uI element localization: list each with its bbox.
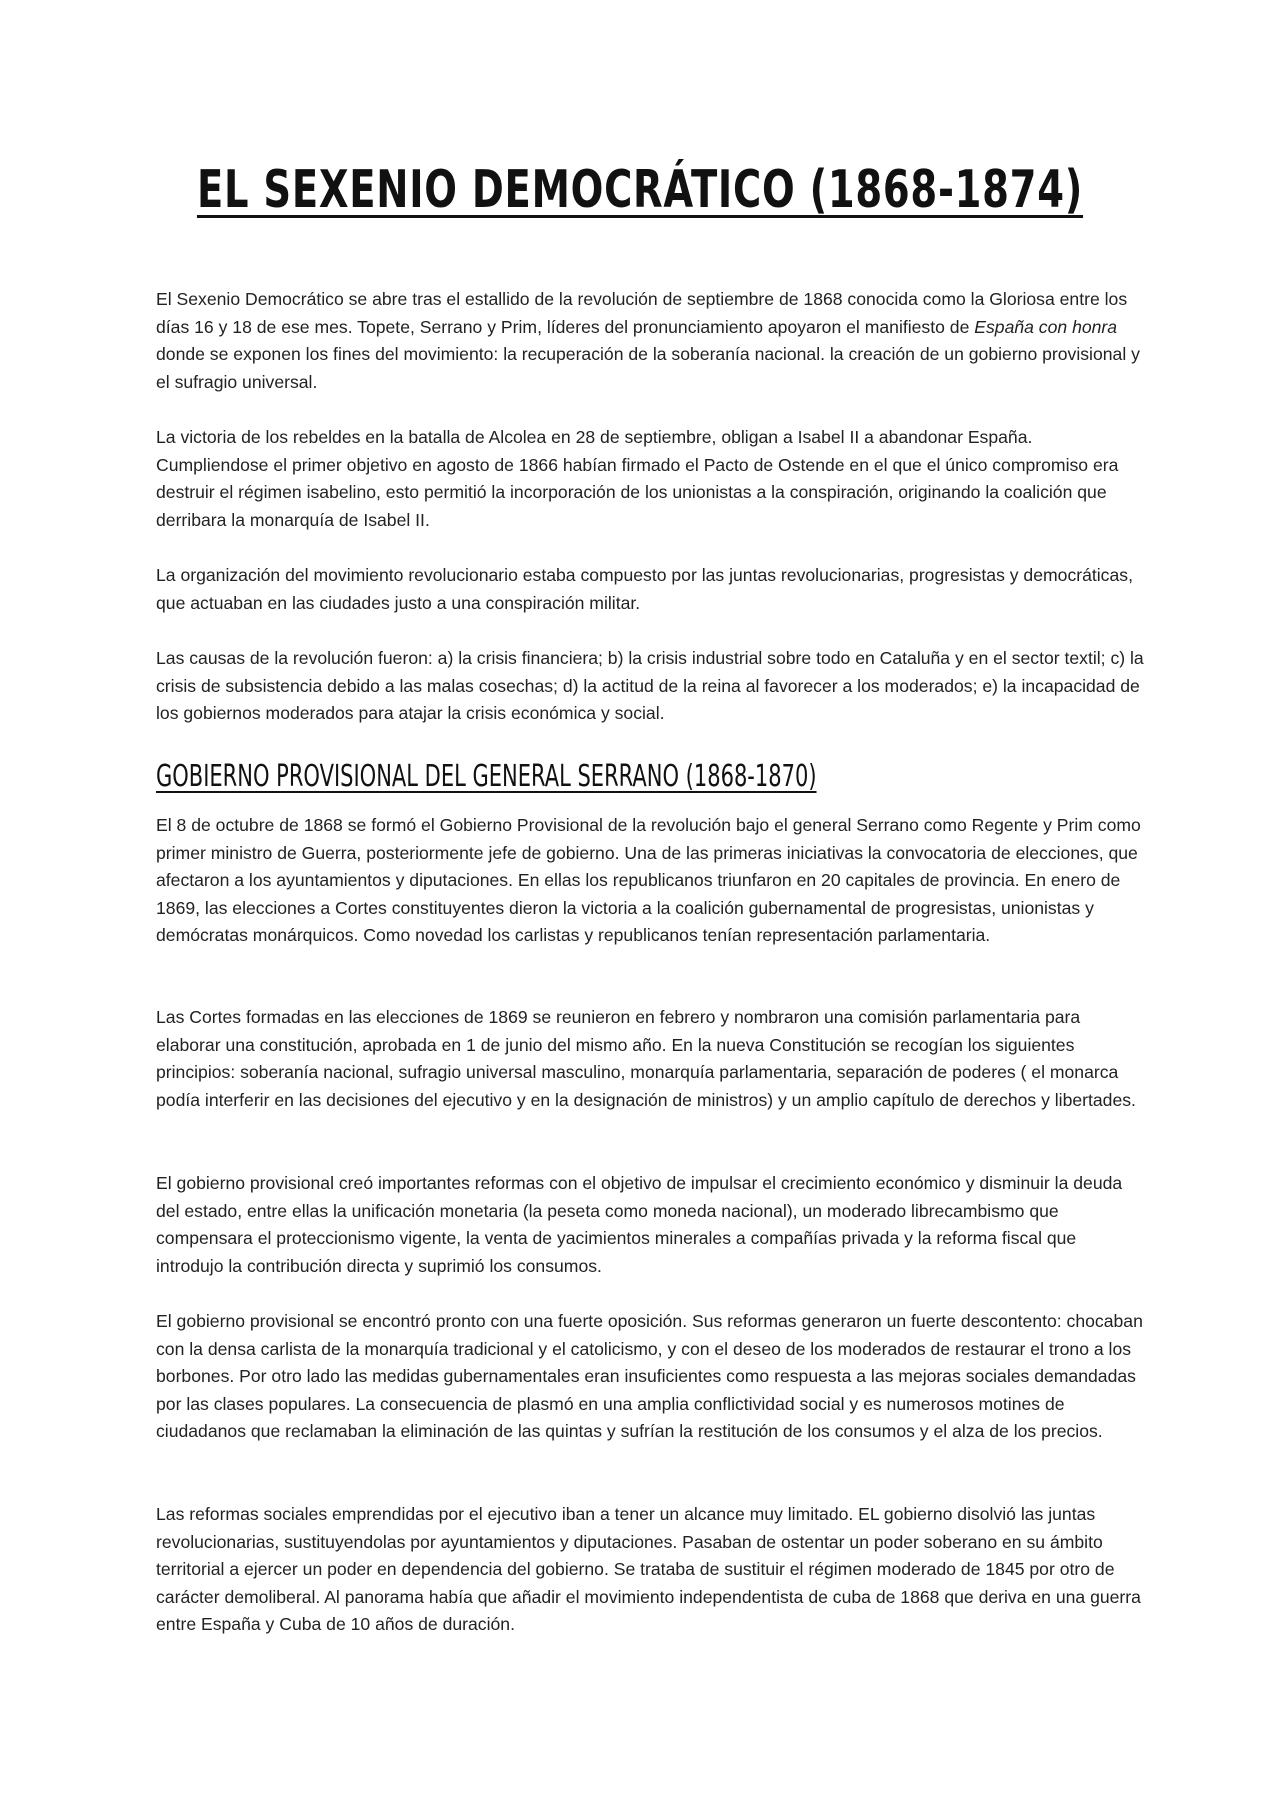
section-paragraph-3: El gobierno provisional creó importantes reformas con el objetivo de impulsar el crecimiento económico y disminuir la deuda del estado, entre ellas la unificación monetaria (la peseta como moneda nacional), un moderado librecambismo que compensara el proteccionismo vigente, la venta de yacimientos minerales a compañías privada y la reforma fiscal que introdujo la contribución directa y suprimió los consumos. (156, 1173, 1123, 1276)
section-paragraph-1: El 8 de octubre de 1868 se formó el Gobierno Provisional de la revolución bajo el general Serrano como Regente y Prim como primer ministro de Guerra, posteriormente jefe de gobierno. Una de las primeras iniciativas la convocatoria de elecciones, que afectaron a los ayuntamientos y diputaciones. En ellas los republicanos triunfaron en 20 capitales de provincia. En enero de 1869, las elecciones a Cortes constituyentes dieron la victoria a la coalición gubernamental de progresistas, unionistas y demócratas monárquicos. Como novedad los carlistas y republicanos tenían representación parlamentaria. (156, 815, 1141, 945)
intro-paragraph-1-italic: España con honra (974, 316, 1118, 337)
section-paragraph-5: Las reformas sociales emprendidas por el ejecutivo iban a tener un alcance muy limitado. EL gobierno disolvió las juntas revolucionarias, sustituyendolas por ayuntamientos y diputaciones. Pasaban de ostentar un poder soberano en su ámbito territorial a ejercer un poder en dependencia del gobierno. Se trataba de sustituir el régimen moderado de 1845 por otro de carácter demoliberal. Al panorama había que añadir el movimiento independentista de cuba de 1868 que deriva en una guerra entre España y Cuba de 10 años de duración. (156, 1504, 1141, 1634)
intro-paragraph-2: La victoria de los rebeldes en la batalla de Alcolea en 28 de septiembre, obligan a Isabel II a abandonar España. Cumpliendose el primer objetivo en agosto de 1866 habían firmado el Pacto de Ostende en el que el único compromiso era destruir el régimen isabelino, esto permitió la incorporación de los unionistas a la conspiración, originando la coalición que derribara la monarquía de Isabel II. (156, 427, 1119, 530)
section-heading (156, 759, 817, 794)
intro-paragraph-1-end: donde se exponen los fines del movimiento: la recuperación de la soberanía nacional. la creación de un gobierno provisional y el sufragio universal. (156, 344, 1140, 392)
document-title-text: EL SEXENIO DEMOCRÁTICO (1868-1874) (196, 160, 1084, 220)
document-title (166, 160, 1113, 220)
section-heading-text: GOBIERNO PROVISIONAL DEL GENERAL SERRANO (1868-1870) (156, 759, 817, 794)
intro-paragraph-4: Las causas de la revolución fueron: a) la crisis financiera; b) la crisis industrial sobre todo en Cataluña y en el sector textil; c) la crisis de subsistencia debido a las malas cosechas; d) la actitud de la reina al favorecer a los moderados; e) la incapacidad de los gobiernos moderados para atajar la crisis económica y social. (156, 648, 1144, 723)
section-paragraph-4: El gobierno provisional se encontró pronto con una fuerte oposición. Sus reformas generaron un fuerte descontento: chocaban con la densa carlista de la monarquía tradicional y el catolicismo, y con el deseo de los moderados de restaurar el trono a los borbones. Por otro lado las medidas gubernamentales eran insuficientes como respuesta a las mejoras sociales demandadas por las clases populares. La consecuencia de plasmó en una amplia conflictividad social y es numerosos motines de ciudadanos que reclamaban la eliminación de las quintas y sufrían la restitución de los consumos y el alza de los precios. (156, 1311, 1143, 1441)
intro-paragraph-3: La organización del movimiento revolucionario estaba compuesto por las juntas revolucionarias, progresistas y democráticas, que actuaban en las ciudades justo a una conspiración militar. (156, 565, 1133, 613)
section-paragraph-2: Las Cortes formadas en las elecciones de 1869 se reunieron en febrero y nombraron una comisión parlamentaria para elaborar una constitución, aprobada en 1 de junio del mismo año. En la nueva Constitución se recogían los siguientes principios: soberanía nacional, sufragio universal masculino, monarquía parlamentaria, separación de poderes ( el monarca podía interferir en las decisiones del ejecutivo y en la designación de ministros) y un amplio capítulo de derechos y libertades. (156, 1007, 1136, 1110)
intro-paragraph-1-start: El Sexenio Democrático se abre tras el estallido de la revolución de septiembre de 1868 conocida como la Gloriosa entre los días 16 y 18 de ese mes. Topete, Serrano y Prim, líderes del pronunciamiento apoyaron el manifiesto de (156, 289, 1128, 337)
intro-paragraph-1 (156, 286, 1146, 396)
